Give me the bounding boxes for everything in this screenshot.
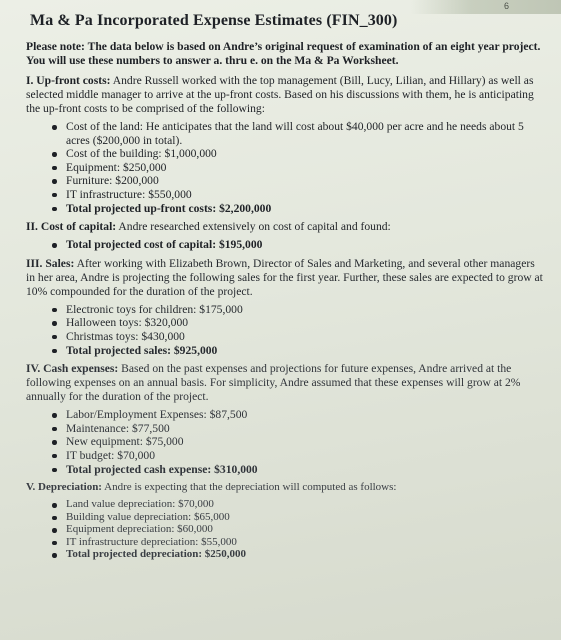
list-item: Equipment: $250,000: [50, 161, 543, 175]
capital-total-item: Total projected cost of capital: $195,000: [50, 238, 543, 252]
list-item: Maintenance: $77,500: [50, 422, 543, 436]
capital-list: [26, 238, 543, 252]
list-item: IT budget: $70,000: [50, 449, 543, 463]
list-item: Furniture: $200,000: [50, 174, 543, 188]
list-item: Cost of the land: He anticipates that the land will cost about $40,000 per acre and he needs about 5 acres ($200,000 in total).: [50, 120, 543, 147]
list-item: Electronic toys for children: $175,000: [50, 303, 543, 317]
list-item: IT infrastructure: $550,000: [50, 188, 543, 202]
corner-page-number: 6: [503, 1, 509, 11]
section-upfront-paragraph: [26, 74, 543, 116]
list-item: Christmas toys: $430,000: [50, 330, 543, 344]
section-depreciation: [26, 481, 543, 561]
list-item: New equipment: $75,000: [50, 435, 543, 449]
list-item: Equipment depreciation: $60,000: [50, 523, 543, 536]
document-title: Ma & Pa Incorporated Expense Estimates (FIN_300): [30, 12, 398, 29]
list-item: Halloween toys: $320,000: [50, 316, 543, 330]
section-upfront-intro: Andre Russell worked with the top management (Bill, Lucy, Lilian, and Hillary) as well as selected middle manager to arrive at the up-front costs. Based on his discussions with them, he is anticipating the up-front costs to be comprised of the following:: [26, 74, 534, 115]
note-paragraph: Please note: The data below is based on Andre’s original request of examination of an eight year project. You will use these numbers to answer a. thru e. on the Ma & Pa Worksheet.: [26, 40, 541, 67]
list-item: Land value depreciation: $70,000: [50, 498, 543, 511]
list-item: Cost of the building: $1,000,000: [50, 147, 543, 161]
section-upfront-heading: I. Up-front costs:: [26, 74, 111, 87]
section-cash-intro: Based on the past expenses and projections for future expenses, Andre arrived at the following expenses on an annual basis. For simplicity, Andre assumed that these expenses will grow at 2% annually for the duration of the project.: [26, 362, 521, 404]
depreciation-total-item: Total projected depreciation: $250,000: [50, 548, 543, 561]
section-sales-heading: III. Sales:: [26, 256, 75, 270]
section-depreciation-paragraph: [26, 481, 543, 494]
cash-expense-list: [26, 408, 543, 476]
section-cash-heading: IV. Cash expenses:: [26, 362, 119, 376]
upfront-cost-list: [26, 120, 543, 215]
section-capital-intro: Andre researched extensively on cost of capital and found:: [116, 220, 391, 234]
list-item: Labor/Employment Expenses: $87,500: [50, 408, 543, 422]
sales-list: [26, 303, 543, 357]
list-item: Building value depreciation: $65,000: [50, 511, 543, 524]
cash-total-item: Total projected cash expense: $310,000: [50, 463, 543, 477]
section-cash-paragraph: [26, 362, 543, 404]
upfront-total-item: Total projected up-front costs: $2,200,000: [50, 202, 543, 216]
sales-total-item: Total projected sales: $925,000: [50, 344, 543, 358]
depreciation-list: [26, 498, 543, 561]
section-depreciation-heading: V. Depreciation:: [26, 481, 102, 494]
section-sales-paragraph: [26, 257, 543, 299]
section-sales-intro: After working with Elizabeth Brown, Director of Sales and Marketing, and several other managers in her area, Andre is projecting the following sales for the first year. Further, these sales are expected to grow at 10% compounded for the duration of the project.: [26, 256, 543, 298]
section-depreciation-intro: Andre is expecting that the depreciation will computed as follows:: [101, 481, 397, 494]
list-item: IT infrastructure depreciation: $55,000: [50, 536, 543, 549]
section-capital-paragraph: [26, 220, 543, 234]
section-capital-heading: II. Cost of capital:: [26, 220, 117, 234]
